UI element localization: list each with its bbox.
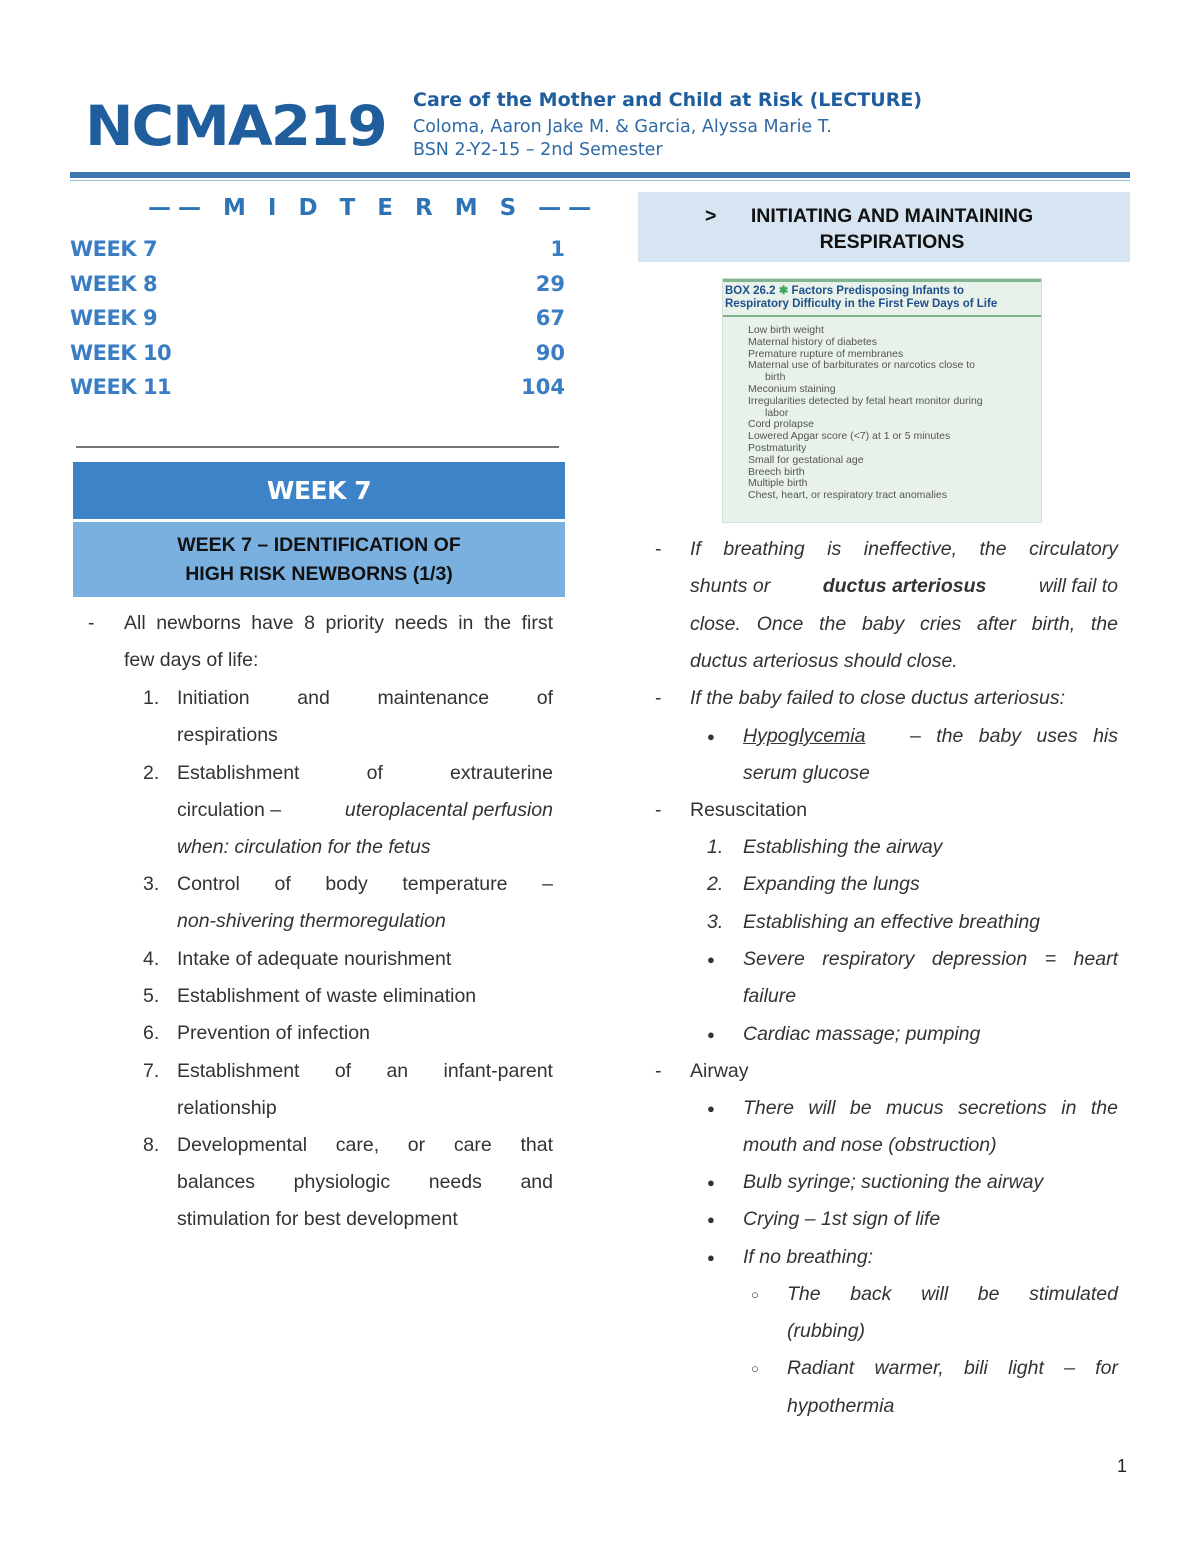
list-item-cont: non-shivering thermoregulation [177, 910, 446, 932]
figure-header [725, 285, 997, 311]
bullet-icon: ● [707, 1027, 715, 1042]
word: an [386, 1060, 409, 1082]
header-divider [70, 172, 1130, 178]
word: Establishment [177, 1060, 300, 1082]
heading-line: RESPIRATIONS [819, 231, 965, 253]
figure-item: Maternal history of diabetes [748, 335, 877, 348]
body-text [690, 568, 1118, 605]
toc-page: 29 [535, 272, 565, 296]
bullet-item: Crying – 1st sign of life [743, 1208, 941, 1230]
toc-row[interactable] [70, 237, 565, 271]
word: infant-parent [443, 1060, 553, 1082]
list-item-cont: balances physiologic needs and [177, 1171, 553, 1193]
bullet-item: Cardiac massage; pumping [743, 1023, 981, 1045]
list-item-cont [177, 792, 553, 829]
list-item: Developmental care, or care that [177, 1134, 553, 1156]
heading-line: INITIATING AND MAINTAINING [750, 205, 1034, 227]
list-number: 7. [143, 1060, 160, 1082]
list-dash: - [655, 687, 662, 709]
page-number: 1 [1117, 1456, 1128, 1476]
figure-item: Lowered Apgar score (<7) at 1 or 5 minutes [748, 430, 951, 443]
week-heading: WEEK 7 [73, 462, 565, 519]
list-number: 8. [143, 1134, 160, 1156]
body-text: If breathing is ineffective, the circulatory [690, 538, 1118, 560]
figure-item: birth [765, 371, 786, 384]
body-text: If the baby failed to close ductus arteriosus: [690, 687, 1066, 709]
figure-item: labor [765, 406, 789, 419]
toc-label: WEEK 10 [70, 341, 172, 365]
bullet-icon: ● [707, 1250, 715, 1265]
word: of [366, 762, 383, 784]
list-item: Intake of adequate nourishment [177, 948, 452, 970]
body-text: All newborns have 8 priority needs in the first [124, 612, 553, 634]
figure-item: Small for gestational age [748, 453, 864, 466]
figure-item: Multiple birth [748, 477, 808, 490]
text-segment: circulation – [177, 799, 282, 821]
text-segment: – the baby uses his [909, 725, 1118, 747]
figure-label: BOX 26.2 [725, 285, 776, 297]
circle-bullet-icon: ○ [751, 1361, 759, 1376]
star-icon: ✱ [778, 285, 789, 297]
bullet-icon: ● [707, 1212, 715, 1227]
figure-list [748, 325, 983, 502]
figure-title: Respiratory Difficulty in the First Few Days of Life [725, 298, 998, 310]
body-text: Airway [690, 1060, 749, 1082]
factors-figure [722, 278, 1042, 523]
figure-item: Low birth weight [748, 324, 824, 336]
bullet-item [743, 718, 1118, 755]
topic-heading [73, 522, 565, 597]
sub-bullet-item-cont: hypothermia [787, 1395, 895, 1417]
list-item: Expanding the lungs [743, 873, 920, 895]
toc-row[interactable] [70, 306, 565, 340]
toc-label: WEEK 8 [70, 272, 158, 296]
toc-title: —— M I D T E R M S —— [148, 195, 599, 221]
sub-bullet-item-cont: (rubbing) [787, 1320, 866, 1342]
word: of [334, 1060, 352, 1082]
word: maintenance [377, 687, 490, 709]
toc-page: 90 [535, 341, 565, 365]
topic-line: WEEK 7 – IDENTIFICATION OF [177, 534, 461, 556]
list-number: 2. [143, 762, 160, 784]
body-text: few days of life: [124, 649, 259, 671]
list-number: 4. [143, 948, 160, 970]
word: Initiation [177, 687, 250, 709]
list-dash: - [655, 538, 662, 560]
body-text: ductus arteriosus should close. [690, 650, 958, 672]
list-item [177, 1053, 553, 1090]
figure-top-bar [723, 279, 1041, 282]
figure-item: Chest, heart, or respiratory tract anomalies [748, 489, 947, 502]
list-dash: - [655, 799, 662, 821]
figure-item: Breech birth [748, 465, 805, 478]
list-item: Establishment of waste elimination [177, 985, 477, 1007]
text-segment-bold: ductus arteriosus [822, 575, 987, 597]
section-heading [730, 203, 1054, 255]
list-item [177, 866, 553, 903]
bullet-item-cont: mouth and nose (obstruction) [743, 1134, 997, 1156]
figure-item: Postmaturity [748, 441, 807, 454]
list-item: Establishing an effective breathing [743, 911, 1041, 933]
list-number: 1. [707, 836, 724, 858]
figure-item: Maternal use of barbiturates or narcotics close to [748, 359, 976, 372]
list-item: Establishing the airway [743, 836, 943, 858]
authors: Coloma, Aaron Jake M. & Garcia, Alyssa Marie T. [413, 117, 832, 137]
toc-row[interactable] [70, 341, 565, 375]
figure-title: Factors Predisposing Infants to [791, 285, 965, 297]
topic-line: HIGH RISK NEWBORNS (1/3) [185, 563, 453, 585]
section-info: BSN 2-Y2-15 – 2nd Semester [413, 140, 663, 160]
sub-bullet-item: Radiant warmer, bili light – for [787, 1357, 1118, 1379]
list-dash: - [88, 612, 95, 634]
arrow-icon: > [705, 205, 717, 227]
list-number: 5. [143, 985, 160, 1007]
list-dash: - [655, 1060, 662, 1082]
bullet-item-cont: failure [743, 985, 797, 1007]
bullet-item: Severe respiratory depression = heart [743, 948, 1118, 970]
figure-item: Irregularities detected by fetal heart monitor during [748, 394, 983, 407]
list-item-cont: stimulation for best development [177, 1208, 458, 1230]
bullet-icon: ● [707, 1175, 715, 1190]
bullet-item: If no breathing: [743, 1246, 874, 1268]
body-text: Resuscitation [690, 799, 808, 821]
course-logo: NCMA219 [85, 93, 386, 159]
text-segment: shunts or [690, 575, 771, 597]
section-heading-box [638, 192, 1130, 262]
bullet-item: There will be mucus secretions in the [743, 1097, 1118, 1119]
list-item-cont: when: circulation for the fetus [177, 836, 431, 858]
bullet-item: Bulb syringe; suctioning the airway [743, 1171, 1044, 1193]
sub-bullet-item: The back will be stimulated [787, 1283, 1118, 1305]
header-divider-thin [70, 180, 1130, 181]
toc-divider [76, 446, 559, 448]
list-number: 1. [143, 687, 160, 709]
toc-row[interactable] [70, 272, 565, 306]
list-item-cont: respirations [177, 724, 278, 746]
word: temperature [402, 873, 508, 895]
word: extrauterine [450, 762, 553, 784]
circle-bullet-icon: ○ [751, 1287, 759, 1302]
toc-row[interactable] [70, 375, 565, 409]
toc-label: WEEK 11 [70, 375, 172, 399]
bullet-item-cont: serum glucose [743, 762, 870, 784]
toc-label: WEEK 7 [70, 237, 158, 261]
toc-label: WEEK 9 [70, 306, 158, 330]
text-segment: will fail to [1038, 575, 1118, 597]
toc-page: 104 [521, 375, 565, 399]
word: of [536, 687, 553, 709]
word: body [325, 873, 368, 895]
list-number: 3. [707, 911, 724, 933]
list-item [177, 755, 553, 792]
toc-page: 67 [535, 306, 565, 330]
figure-item: Meconium staining [748, 382, 836, 395]
course-title: Care of the Mother and Child at Risk (LECTURE) [413, 89, 923, 111]
list-item-cont: relationship [177, 1097, 277, 1119]
word: and [297, 687, 330, 709]
word: of [274, 873, 291, 895]
text-segment-italic: uteroplacental perfusion [344, 799, 553, 821]
figure-item: Premature rupture of membranes [748, 347, 904, 360]
list-number: 3. [143, 873, 160, 895]
list-number: 6. [143, 1022, 160, 1044]
toc-page: 1 [550, 237, 565, 261]
figure-item: Cord prolapse [748, 418, 814, 431]
bullet-icon: ● [707, 729, 715, 744]
list-item: Prevention of infection [177, 1022, 370, 1044]
word: – [542, 873, 553, 895]
bullet-icon: ● [707, 1101, 715, 1116]
text-segment-underline: Hypoglycemia [743, 725, 866, 747]
list-item [177, 680, 553, 717]
list-number: 2. [707, 873, 724, 895]
bullet-icon: ● [707, 952, 715, 967]
body-text: close. Once the baby cries after birth, the [690, 613, 1118, 635]
figure-divider [723, 315, 1041, 317]
word: Control [177, 873, 240, 895]
word: Establishment [177, 762, 300, 784]
